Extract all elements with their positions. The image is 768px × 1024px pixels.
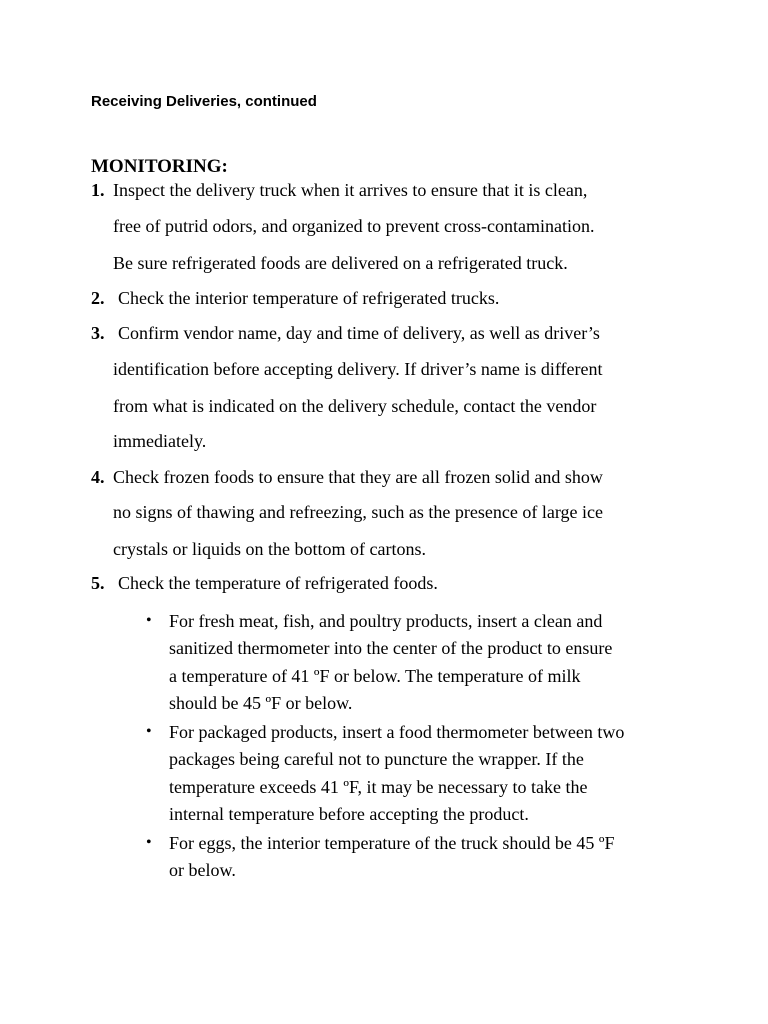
item-3-line-1: Confirm vendor name, day and time of delivery, as well as driver’s — [118, 323, 600, 343]
item-number-1: 1. — [91, 180, 105, 200]
bullet-1-line-3: a temperature of 41 ºF or below. The temperature of milk — [169, 666, 581, 686]
item-5-line-1: Check the temperature of refrigerated foods. — [118, 573, 438, 593]
item-4-line-3: crystals or liquids on the bottom of cartons. — [113, 539, 426, 559]
item-number-2: 2. — [91, 288, 105, 308]
item-1-line-2: free of putrid odors, and organized to prevent cross-contamination. — [113, 216, 595, 236]
item-1-line-3: Be sure refrigerated foods are delivered on a refrigerated truck. — [113, 253, 568, 273]
page-header: Receiving Deliveries, continued — [91, 93, 317, 110]
bullet-1-line-2: sanitized thermometer into the center of the product to ensure — [169, 638, 613, 658]
item-3-line-3: from what is indicated on the delivery schedule, contact the vendor — [113, 396, 597, 416]
bullet-2-line-4: internal temperature before accepting the product. — [169, 804, 529, 824]
bullet-2-line-1: For packaged products, insert a food thermometer between two — [169, 722, 625, 742]
item-4-line-2: no signs of thawing and refreezing, such as the presence of large ice — [113, 502, 603, 522]
bullet-3-line-2: or below. — [169, 860, 236, 880]
bullet-3-line-1: For eggs, the interior temperature of the truck should be 45 ºF — [169, 833, 615, 853]
section-title: MONITORING: — [91, 156, 228, 177]
item-3-line-2: identification before accepting delivery. If driver’s name is different — [113, 359, 603, 379]
item-3-line-4: immediately. — [113, 431, 207, 451]
bullet-2-marker: • — [146, 723, 152, 740]
bullet-2-line-3: temperature exceeds 41 ºF, it may be necessary to take the — [169, 777, 588, 797]
item-number-3: 3. — [91, 323, 105, 343]
item-1-line-1: Inspect the delivery truck when it arrives to ensure that it is clean, — [113, 180, 588, 200]
item-number-5: 5. — [91, 573, 105, 593]
item-number-4: 4. — [91, 467, 105, 487]
bullet-1-line-1: For fresh meat, fish, and poultry products, insert a clean and — [169, 611, 603, 631]
bullet-1-marker: • — [146, 612, 152, 629]
item-2-line-1: Check the interior temperature of refrigerated trucks. — [118, 288, 500, 308]
bullet-1-line-4: should be 45 ºF or below. — [169, 693, 353, 713]
bullet-2-line-2: packages being careful not to puncture the wrapper. If the — [169, 749, 584, 769]
item-4-line-1: Check frozen foods to ensure that they are all frozen solid and show — [113, 467, 603, 487]
bullet-3-marker: • — [146, 834, 152, 851]
